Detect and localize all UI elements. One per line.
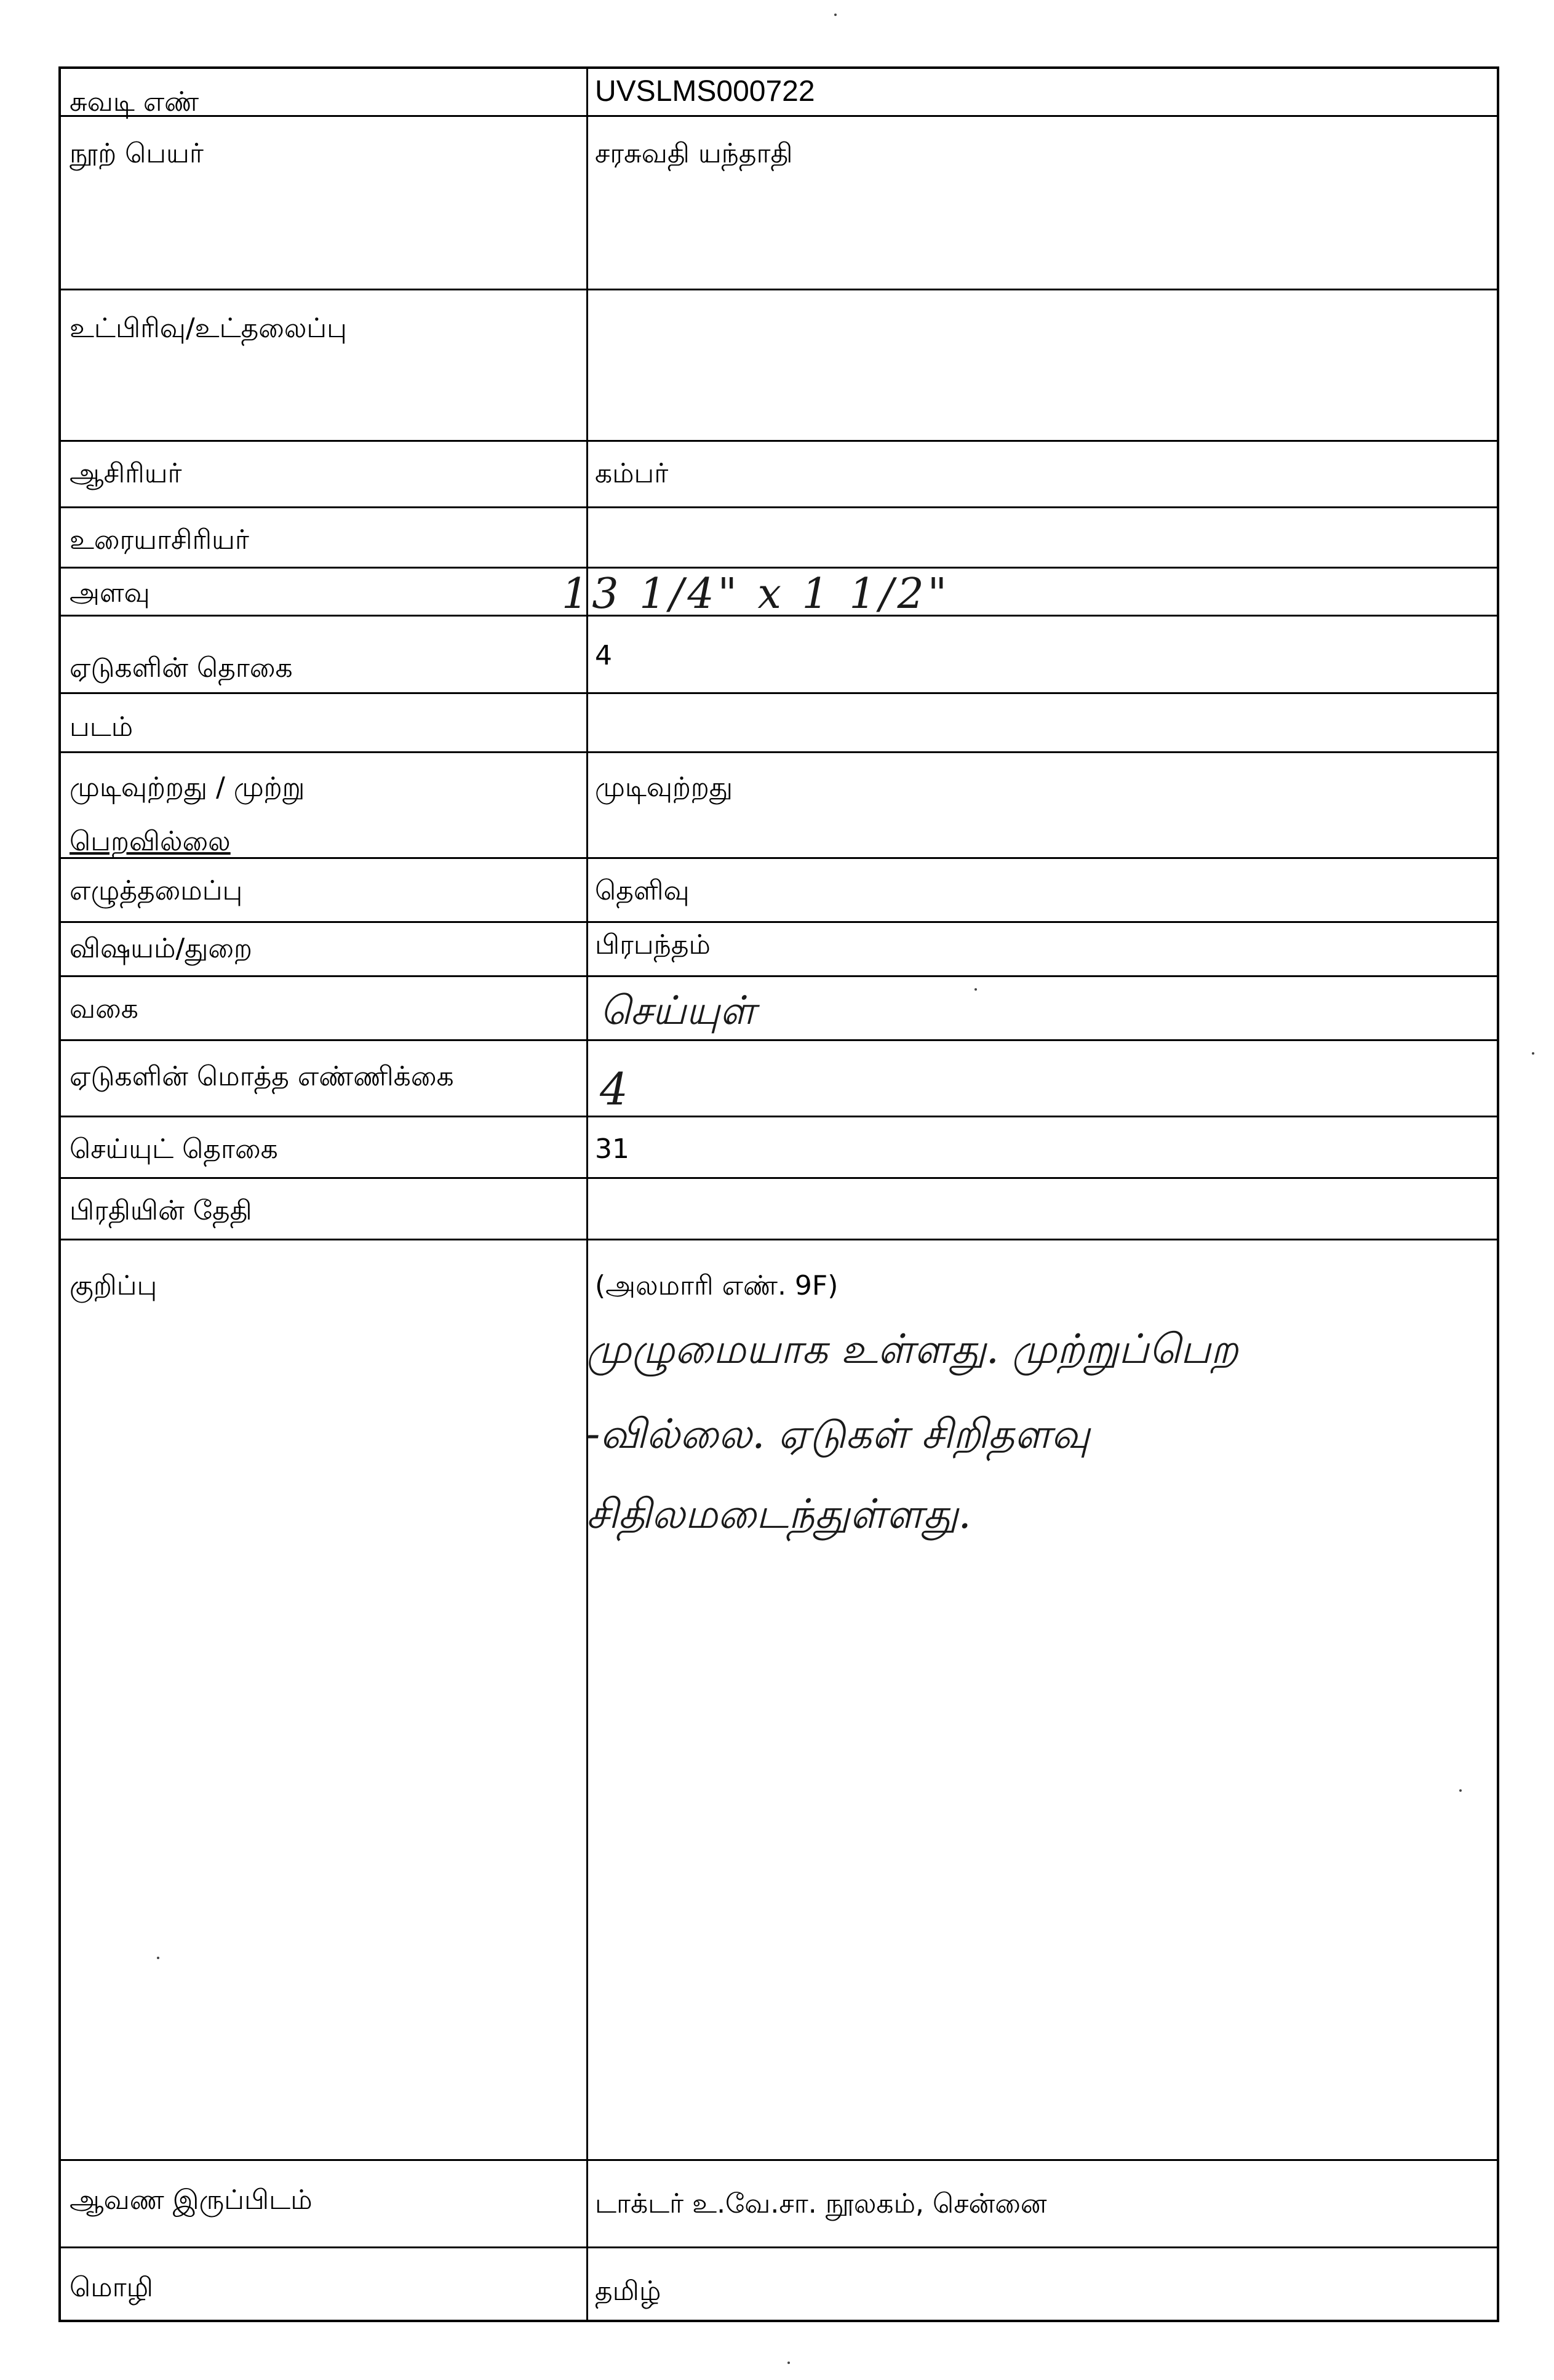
completeness-value: முடிவுற்றது (595, 772, 733, 803)
notes-handwritten-line-2: -வில்லை. ஏடுகள் சிறிதளவு (586, 1410, 1090, 1458)
subject-label: விஷயம்/துறை (70, 933, 252, 964)
row-size (58, 569, 1499, 617)
type-label: வகை (70, 993, 138, 1024)
language-value: தமிழ் (595, 2275, 661, 2307)
row-copy-date (58, 1179, 1499, 1240)
author-value: கம்பர் (595, 458, 669, 489)
row-subdivision (58, 290, 1499, 442)
row-notes (58, 1240, 1499, 2161)
size-label: அளவு (70, 577, 150, 609)
row-type (58, 977, 1499, 1041)
copy-date-label: பிரதியின் தேதி (70, 1195, 252, 1226)
size-value-handwritten: 13 1/4" x 1 1/2" (562, 570, 951, 618)
leaf-count-value: 4 (595, 640, 612, 671)
row-completeness (58, 753, 1499, 859)
commentator-label: உரையாசிரியர் (70, 524, 249, 556)
verse-count-label: செய்யுட் தொகை (70, 1133, 278, 1165)
illustration-label: படம் (70, 711, 133, 743)
subject-value: பிரபந்தம் (595, 929, 711, 960)
notes-label: குறிப்பு (70, 1270, 157, 1301)
notes-handwritten-line-1: முழுமையாக உள்ளது. முற்றுப்பெற (586, 1325, 1238, 1373)
title-label: நூற் பெயர் (70, 138, 204, 169)
row-title (58, 117, 1499, 290)
repository-label: ஆவண இருப்பிடம் (70, 2184, 313, 2216)
row-illustration (58, 694, 1499, 753)
row-repository (58, 2161, 1499, 2248)
verse-count-value: 31 (595, 1133, 629, 1165)
scan-speck (974, 988, 977, 991)
manuscript-number-value: UVSLMS000722 (595, 75, 815, 108)
row-language (58, 2248, 1499, 2320)
scan-speck (1532, 1052, 1534, 1055)
scan-speck (834, 14, 837, 16)
manuscript-number-label: சுவடி எண் (70, 86, 199, 118)
row-commentator (58, 508, 1499, 569)
row-author (58, 442, 1499, 508)
total-leaves-label: ஏடுகளின் மொத்த எண்ணிக்கை (70, 1061, 454, 1092)
script-label: எழுத்தமைப்பு (70, 875, 243, 906)
scan-speck (1459, 1789, 1462, 1792)
row-verse-count (58, 1117, 1499, 1179)
subdivision-label: உட்பிரிவு/உட்தலைப்பு (70, 313, 347, 344)
repository-value: டாக்டர் உ.வே.சா. நூலகம், சென்னை (595, 2188, 1047, 2219)
row-script (58, 859, 1499, 923)
author-label: ஆசிரியர் (70, 458, 182, 489)
scan-speck (157, 1957, 159, 1959)
scan-speck (787, 2362, 790, 2364)
script-value: தெளிவு (595, 875, 690, 906)
type-value-handwritten: செய்யுள் (600, 988, 755, 1034)
total-leaves-value-handwritten: 4 (600, 1063, 628, 1115)
completeness-label: முடிவுற்றது / முற்று (70, 772, 305, 803)
row-manuscript-number (58, 69, 1499, 117)
row-total-leaves (58, 1041, 1499, 1117)
completeness-label-line2: பெறவில்லை (70, 826, 231, 857)
title-value: சரசுவதி யந்தாதி (595, 138, 793, 169)
row-subject (58, 923, 1499, 977)
language-label: மொழி (70, 2272, 153, 2303)
leaf-count-label: ஏடுகளின் தொகை (70, 652, 293, 684)
row-leaf-count (58, 617, 1499, 694)
notes-value: (அலமாரி எண். 9F) (595, 1270, 839, 1301)
notes-handwritten-line-3: சிதிலமடைந்துள்ளது. (586, 1490, 971, 1538)
